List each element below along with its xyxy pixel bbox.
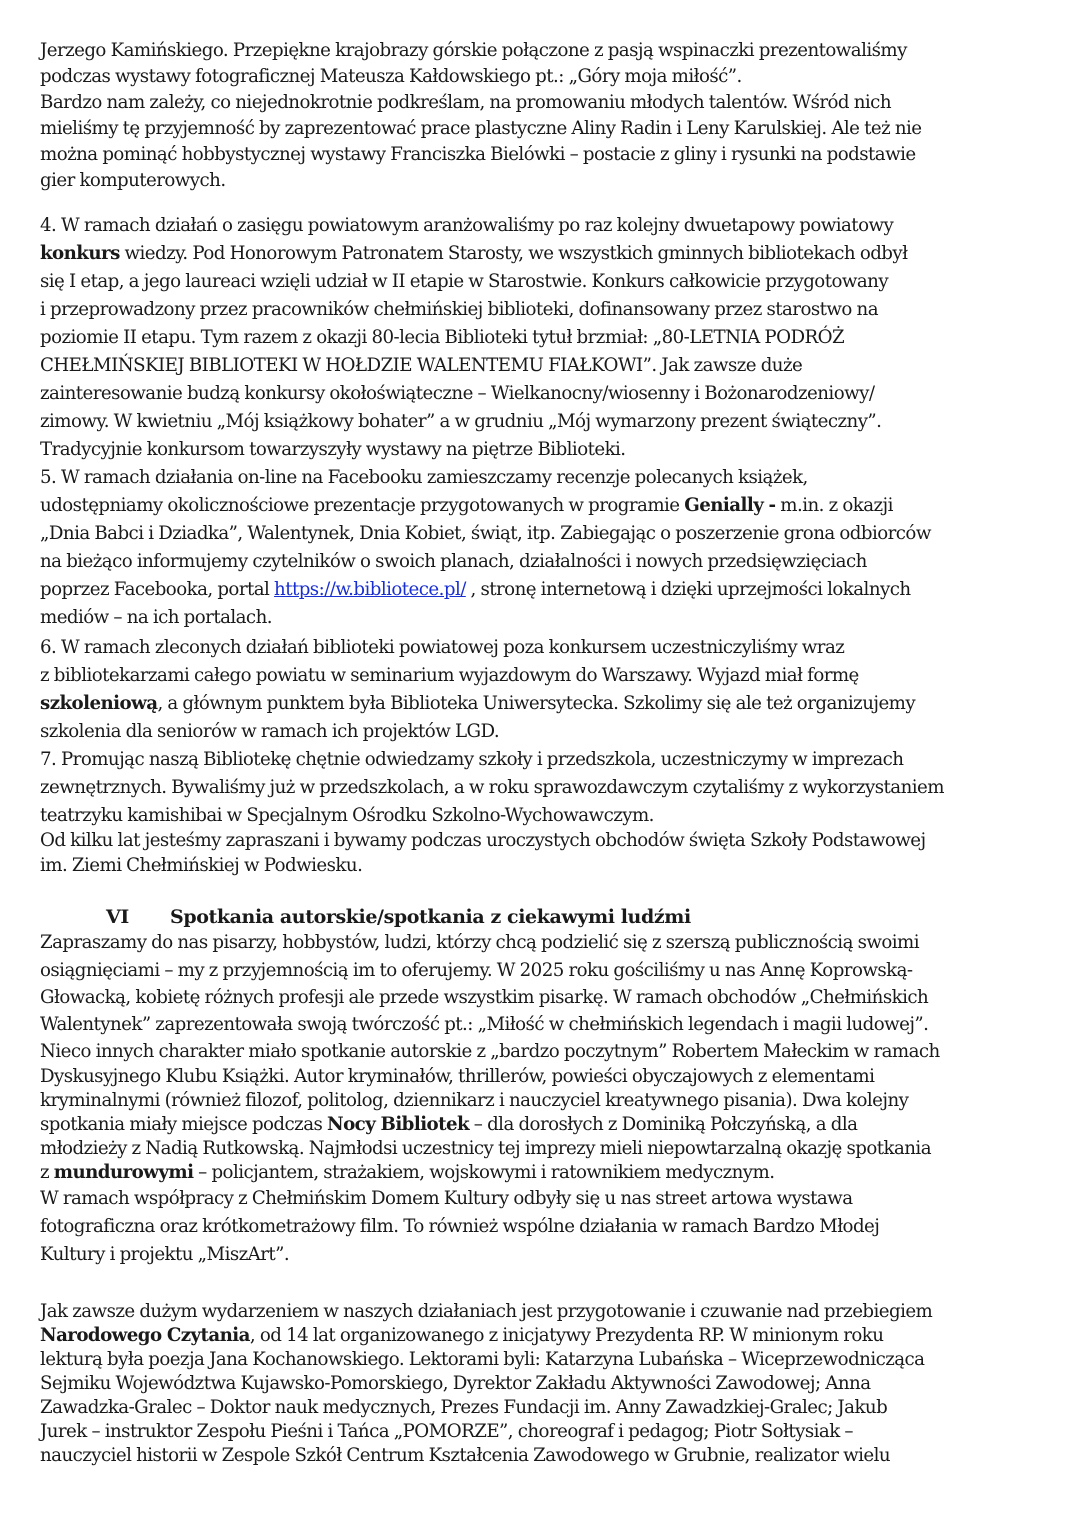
text-line [40,241,907,267]
bold-term-szkoleniowa: szkoleniową [40,693,158,714]
text-line: Jerzego Kamińskiego. Przepiękne krajobrazy górskie połączone z pasją wspinaczki prezentowaliśmy [40,40,907,61]
text-line: i przeprowadzony przez pracowników chełmińskiej biblioteki, dofinansowany przez starostwo na [40,299,878,320]
text-line: „Dnia Babci i Dziadka”, Walentynek, Dnia Kobiet, świąt, itp. Zabiegając o poszerzenie grona odbiorców [40,523,931,544]
section-number: VI [106,906,129,928]
text-line: Jurek – instruktor Zespołu Pieśni i Tańca „POMORZE”, choreograf i pedagog; Piotr Sołtysiak – [40,1421,853,1442]
text-line: teatrzyku kamishibai w Specjalnym Ośrodku Szkolno-Wychowawczym. [40,805,654,826]
text-run: udostępniamy okolicznościowe prezentacje przygotowanych w programie [40,495,685,516]
bold-term-konkurs: konkurs [40,243,120,264]
text-line: im. Ziemi Chełmińskiej w Podwiesku. [40,855,363,876]
text-line: Kultury i projektu „MiszArt”. [40,1244,290,1265]
text-line: gier komputerowych. [40,170,226,191]
text-line: zainteresowanie budzą konkursy okołoświąteczne – Wielkanocny/wiosenny i Bożonarodzeniowy/ [40,383,875,404]
text-line: szkolenia dla seniorów w ramach ich projektów LGD. [40,721,500,742]
text-line: młodzieży z Nadią Rutkowską. Najmłodsi uczestnicy tej imprezy mieli niepowtarzalną okazję spotkania [40,1138,931,1159]
text-line: Nieco innych charakter miało spotkanie autorskie z „bardzo poczytnym” Robertem Małeckim w ramach [40,1041,940,1062]
text-line: nauczyciel historii w Zespole Szkół Centrum Kształcenia Zawodowego w Grubnie, realizator wielu [40,1445,891,1466]
text-line: osiągnięciami – my z przyjemnością im to oferujemy. W 2025 roku gościliśmy u nas Annę Koprowską- [40,960,913,981]
list-item-4: 4. W ramach działań o zasięgu powiatowym aranżowaliśmy po raz kolejny dwuetapowy powiatowy [40,215,894,236]
text-line: mieliśmy tę przyjemność by zaprezentować prace plastyczne Aliny Radin i Leny Karulskiej. Ale też nie [40,118,922,139]
text-run: spotkania miały miejsce podczas [40,1114,328,1135]
bold-term-noc-bibliotek: Nocy Bibliotek [327,1114,470,1135]
list-item-5: 5. W ramach działania on-line na Facebooku zamieszczamy recenzje polecanych książek, [40,467,808,488]
text-line: Zawadzka-Gralec – Doktor nauk medycznych, Prezes Fundacji im. Anny Zawadzkiej-Gralec; Jakub [40,1397,888,1418]
text-line: W ramach współpracy z Chełmińskim Domem Kultury odbyły się u nas street artowa wystawa [40,1188,853,1209]
text-line [40,1160,774,1186]
text-line: Od kilku lat jesteśmy zapraszani i bywamy podczas uroczystych obchodów święta Szkoły Podstawowej [40,830,926,851]
text-line: zimowy. W kwietniu „Mój książkowy bohater” a w grudniu „Mój wymarzony prezent świąteczny”. [40,411,882,432]
text-line: Głowacką, kobietę różnych profesji ale przede wszystkim pisarkę. W ramach obchodów „Chełmińskich [40,987,929,1008]
text-line: lekturą była poezja Jana Kochanowskiego. Lektorami byli: Katarzyna Lubańska – Wiceprzewodnicząca [40,1349,925,1370]
text-line [40,1323,883,1349]
bold-term-narodowe-czytanie: Narodowego Czytania [40,1325,250,1346]
text-line [40,577,911,603]
text-line [40,493,893,519]
list-item-7: 7. Promując naszą Bibliotekę chętnie odwiedzamy szkoły i przedszkola, uczestniczymy w imprezach [40,749,904,770]
text-run: – dla dorosłych z Dominiką Połczyńską, a dla [469,1114,858,1135]
text-run: , od 14 lat organizowanego z inicjatywy Prezydenta RP. W minionym roku [249,1325,884,1346]
bold-term-mundurowymi: mundurowymi [53,1162,194,1183]
text-line: poziomie II etapu. Tym razem z okazji 80-lecia Biblioteki tytuł brzmiał: „80-LETNIA PODRÓŻ [40,327,845,348]
text-line: Jak zawsze dużym wydarzeniem w naszych działaniach jest przygotowanie i czuwanie nad przebiegiem [40,1301,933,1322]
text-line: można pominąć hobbystycznej wystawy Franciszka Bielówki – postacie z gliny i rysunki na podstawie [40,144,916,165]
text-line: Tradycyjnie konkursom towarzyszyły wystawy na piętrze Biblioteki. [40,439,626,460]
text-line: podczas wystawy fotograficznej Mateusza Kałdowskiego pt.: „Góry moja miłość”. [40,66,742,87]
text-run: m.in. z okazji [775,495,893,516]
text-line: kryminalnymi (również filozof, politolog, dziennikarz i nauczyciel kreatywnego pisania). Dwa kolejny [40,1090,909,1111]
list-item-6: 6. W ramach zleconych działań biblioteki powiatowej poza konkursem uczestniczyliśmy wraz [40,637,845,658]
text-line: CHEŁMIŃSKIEJ BIBLIOTEKI W HOŁDZIE WALENTEMU FIAŁKOWI”. Jak zawsze duże [40,355,803,376]
text-run: z [40,1162,54,1183]
bold-term-genially: Genially - [684,495,776,516]
text-line [40,1112,857,1138]
text-line: Sejmiku Województwa Kujawsko-Pomorskiego, Dyrektor Zakładu Aktywności Zawodowej; Anna [40,1373,871,1394]
text-line: Zapraszamy do nas pisarzy, hobbystów, ludzi, którzy chcą podzielić się z szerszą publicznością swoimi [40,932,920,953]
portal-link[interactable]: https://w.bibliotece.pl/ [274,579,466,600]
text-run: – policjantem, strażakiem, wojskowymi i ratownikiem medycznym. [193,1162,775,1183]
text-line [40,691,915,717]
text-line: z bibliotekarzami całego powiatu w seminarium wyjazdowym do Warszawy. Wyjazd miał formę [40,665,859,686]
text-run: , stronę internetową i dzięki uprzejmości lokalnych [465,579,911,600]
text-run: poprzez Facebooka, portal [40,579,275,600]
text-line: na bieżąco informujemy czytelników o swoich planach, działalności i nowych przedsięwzięciach [40,551,867,572]
text-line: fotograficzna oraz krótkometrażowy film. To również wspólne działania w ramach Bardzo Młodej [40,1216,880,1237]
text-line: zewnętrznych. Bywaliśmy już w przedszkolach, a w roku sprawozdawczym czytaliśmy z wykorzystaniem [40,777,944,798]
text-line: Dyskusyjnego Klubu Książki. Autor kryminałów, thrillerów, powieści obyczajowych z elementami [40,1066,875,1087]
text-line: Bardzo nam zależy, co niejednokrotnie podkreślam, na promowaniu młodych talentów. Wśród nich [40,92,891,113]
text-line: Walentynek” zaprezentowała swoją twórczość pt.: „Miłość w chełmińskich legendach i magii ludowej”. [40,1014,929,1035]
text-line: mediów – na ich portalach. [40,607,272,628]
section-title: Spotkania autorskie/spotkania z ciekawymi ludźmi [170,906,691,928]
text-line: się I etap, a jego laureaci wzięli udział w II etapie w Starostwie. Konkurs całkowicie przygotowany [40,271,889,292]
text-run: wiedzy. Pod Honorowym Patronatem Starosty, we wszystkich gminnych bibliotekach odbył [119,243,908,264]
text-run: , a głównym punktem była Biblioteka Uniwersytecka. Szkolimy się ale też organizujemy [157,693,916,714]
